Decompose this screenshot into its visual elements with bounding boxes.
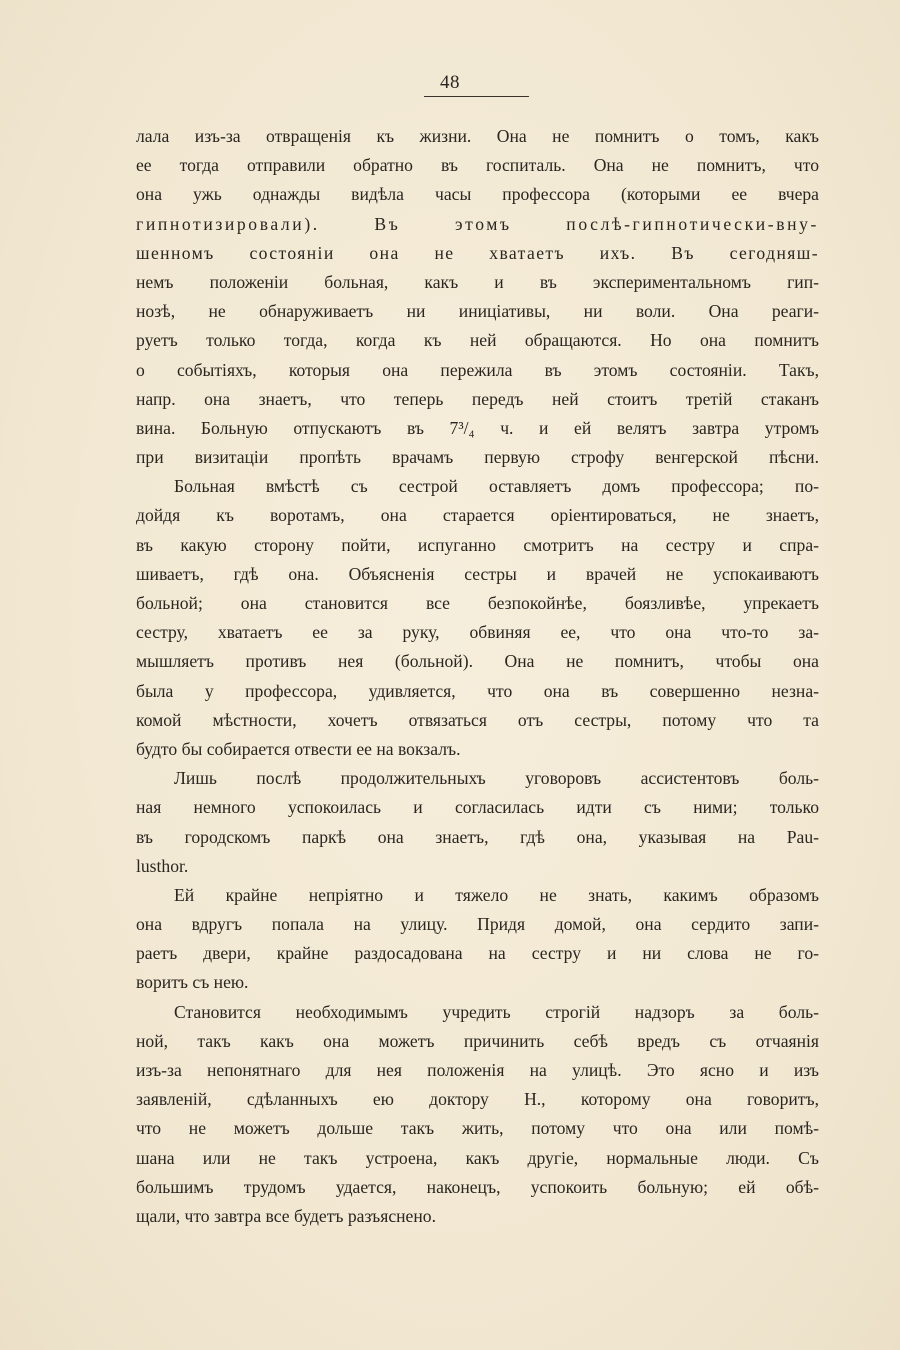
text-line: въ городскомъ паркѣ она знаетъ, гдѣ она, указывая на Pau- (136, 826, 819, 847)
paragraph (136, 122, 819, 472)
text-line: немъ положеніи больная, какъ и въ экспериментальномъ гип- (136, 271, 819, 292)
text-line: Больная вмѣстѣ съ сестрой оставляетъ домъ профессора; по- (174, 476, 819, 497)
text-line: шенномъ состояніи она не хватаетъ ихъ. Въ сегодняш- (136, 242, 819, 263)
text-line: ее тогда отправили обратно въ госпиталь. Она не помнитъ, что (136, 155, 819, 176)
text-line: напр. она знаетъ, что теперь передъ ней стоитъ третій стаканъ (136, 388, 819, 409)
text-line: Ей крайне непріятно и тяжело не знать, какимъ образомъ (174, 884, 819, 905)
text-line: при визитаціи пропѣть врачамъ первую строфу венгерской пѣсни. (136, 447, 819, 468)
text-line: шана или не такъ устроена, какъ другіе, нормальные люди. Съ (136, 1147, 819, 1168)
text-line: она ужь однажды видѣла часы профессора (которыми ее вчера (136, 184, 819, 205)
paragraph (136, 764, 819, 881)
text-line: лала изъ-за отвращенія къ жизни. Она не помнитъ о томъ, какъ (136, 126, 819, 146)
paragraph (136, 881, 819, 998)
text-line: больной; она становится все безпокойнѣе, боязливѣе, упрекаетъ (136, 593, 819, 613)
text-line: вина. Больную отпускаютъ въ 7³/₄ ч. и ей велятъ завтра утромъ (136, 417, 819, 438)
text-line: сестру, хватаетъ ее за руку, обвиняя ее, что она что-то за- (136, 622, 819, 643)
text-line: большимъ трудомъ удается, наконецъ, успокоить больную; ей обѣ- (136, 1176, 819, 1197)
text-line: гипнотизировали). Въ этомъ послѣ-гипнотически-вну- (136, 213, 819, 234)
text-line: въ какую сторону пойти, испуганно смотритъ на сестру и спра- (136, 534, 819, 555)
text-line: мышляетъ противъ нея (больной). Она не помнитъ, чтобы она (136, 651, 819, 672)
page-header (0, 72, 900, 94)
text-line: шиваетъ, гдѣ она. Объясненія сестры и врачей не успокаиваютъ (136, 563, 819, 584)
text-line: заявленій, сдѣланныхъ ею доктору Н., которому она говоритъ, (136, 1089, 819, 1110)
text-line: комой мѣстности, хочетъ отвязаться отъ сестры, потому что та (136, 709, 819, 730)
paragraph (136, 998, 819, 1232)
text-line: что не можетъ дольше такъ жить, потому что она или помѣ- (136, 1118, 819, 1139)
text-line: раетъ двери, крайне раздосадована на сестру и ни слова не го- (136, 943, 819, 964)
text-line: о событіяхъ, которыя она пережила въ этомъ состояніи. Такъ, (136, 359, 819, 380)
text-line: изъ-за непонятнаго для нея положенія на улицѣ. Это ясно и изъ (136, 1060, 819, 1080)
text-line: воритъ съ нею. (136, 972, 249, 993)
paragraph (136, 472, 819, 764)
text-line: ной, такъ какъ она можетъ причинить себѣ вредъ съ отчаянія (136, 1030, 819, 1051)
text-line: Становится необходимымъ учредить строгій надзоръ за боль- (174, 1001, 819, 1022)
text-line: дойдя къ воротамъ, она старается оріентироваться, не знаетъ, (136, 505, 819, 526)
text-line: руетъ только тогда, когда къ ней обращаются. Но она помнитъ (136, 330, 819, 351)
text-line: lusthor. (136, 855, 189, 876)
text-line: ная немного успокоилась и согласилась идти съ ними; только (136, 797, 819, 818)
text-line: Лишь послѣ продолжительныхъ уговоровъ ассистентовъ боль- (174, 768, 819, 789)
text-line: она вдругъ попала на улицу. Придя домой, она сердито запи- (136, 914, 819, 935)
body-text (136, 122, 819, 1231)
header-rule (424, 96, 529, 97)
text-line: щали, что завтра все будетъ разъяснено. (136, 1205, 436, 1226)
page-number: 48 (440, 72, 460, 93)
text-line: нозѣ, не обнаруживаетъ ни иниціативы, ни воли. Она реаги- (136, 301, 819, 322)
text-line: будто бы собирается отвести ее на вокзалъ. (136, 738, 461, 759)
text-line: была у профессора, удивляется, что она въ совершенно незна- (136, 680, 819, 701)
